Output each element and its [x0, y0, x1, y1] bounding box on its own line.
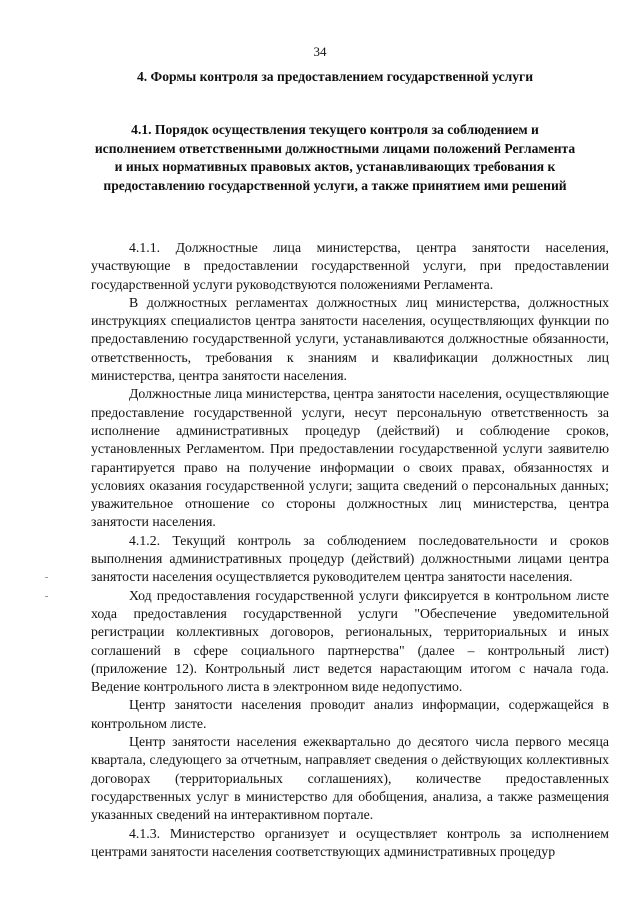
- section-heading: 4. Формы контроля за предоставлением государственной услуги: [136, 69, 534, 84]
- margin-mark: [45, 596, 48, 597]
- paragraph: 4.1.2. Текущий контроль за соблюдением последовательности и сроков выполнения административных процедур (действий) должностными лицами центра занятости населения осуществляется руководителем центра занятости населения.: [91, 532, 609, 585]
- paragraph: 4.1.1. Должностные лица министерства, центра занятости населения, участвующие в предоставлении государственной услуги, при предоставлении государственной услуги руководствуются положениями Регламента.: [91, 240, 609, 292]
- subsection-heading: 4.1. Порядок осуществления текущего контроля за соблюдением и исполнением ответственными должностными лицами положений Регламента и иных нормативных правовых актов, устанавливающих требования к предоставлению государственной услуги, а также принятием ими решений: [94, 122, 576, 193]
- paragraph: 4.1.3. Министерство организует и осуществляет контроль за исполнением центрами занятости населения соответствующих административных процедур: [91, 825, 609, 859]
- paragraph: Центр занятости населения ежеквартально до десятого числа первого месяца квартала, следующего за отчетным, направляет сведения о действующих коллективных договорах (территориальных соглашениях), количестве предоставленных государственных услуг в министерство для обобщения, анализа, а также размещения указанных сведений на интерактивном портале.: [91, 734, 609, 823]
- paragraph: Центр занятости населения проводит анализ информации, содержащейся в контрольном листе.: [91, 697, 609, 731]
- margin-mark: [45, 577, 48, 578]
- page-number: 34: [313, 44, 327, 59]
- paragraph: В должностных регламентах должностных лиц министерства, должностных инструкциях специалистов центра занятости населения, осуществляющих функции по предоставлению государственной услуги, устанавливаются должностные обязанности, ответственность, требования к знаниям и квалификации должностных лиц министерства, центра занятости населения.: [91, 294, 609, 384]
- paragraph: Ход предоставления государственной услуги фиксируется в контрольном листе хода предоставления государственной услуги "Обеспечение уведомительной регистрации коллективных договоров, региональных, территориальных и иных соглашений в сфере социального партнерства" (далее – контрольный лист) (приложение 12). Контрольный лист ведется нарастающим итогом с начала года. Ведение контрольного листа в электронном виде недопустимо.: [91, 587, 609, 695]
- paragraph: Должностные лица министерства, центра занятости населения, осуществляющие предоставление государственной услуги, несут персональную ответственность за исполнение административных процедур (действий) и соблюдение сроков, установленных Регламентом. При предоставлении государственной услуги заявителю гарантируется право на получение информации о своих правах, обязанностях и условиях оказания государственной услуги; защита сведений о персональных данных; уважительное отношение со стороны должностных лиц министерства, центра занятости населения.: [91, 386, 609, 530]
- body-text: [91, 239, 609, 861]
